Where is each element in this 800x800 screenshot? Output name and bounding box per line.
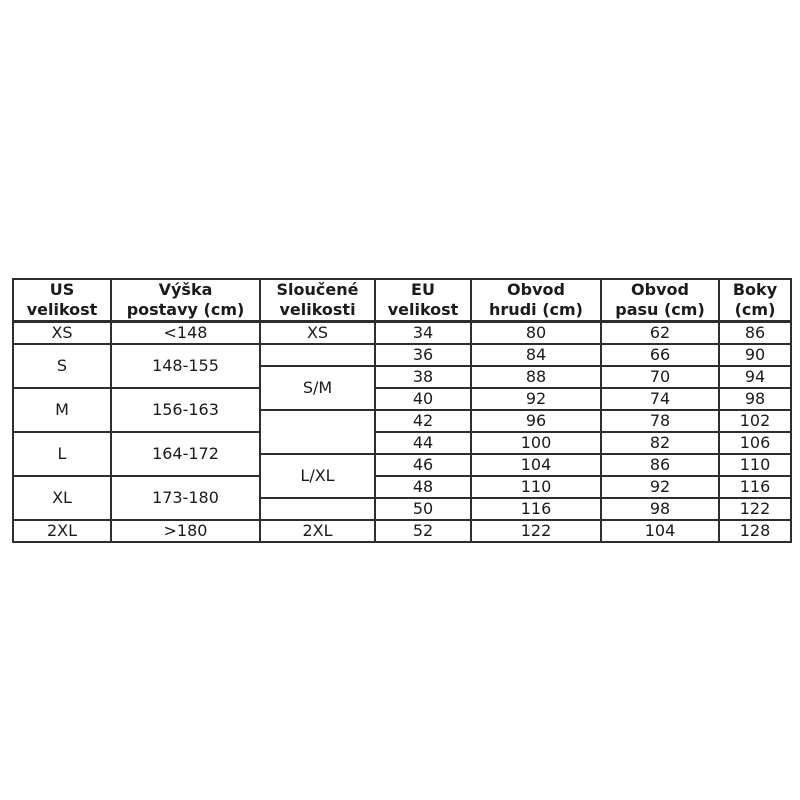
- table-cell-us-size: 2XL: [13, 520, 111, 542]
- table-cell-hips: 90: [719, 344, 791, 366]
- table-row: [13, 322, 791, 345]
- table-row: [13, 344, 791, 366]
- table-cell-waist: 70: [601, 366, 719, 388]
- table-cell-hips: 98: [719, 388, 791, 410]
- column-header-height: [111, 279, 260, 322]
- table-cell-hips: 106: [719, 432, 791, 454]
- column-header-merged-size: [260, 279, 375, 322]
- table-cell-waist: 82: [601, 432, 719, 454]
- column-header-waist: [601, 279, 719, 322]
- table-cell-chest: 88: [471, 366, 601, 388]
- height-header-line: postavy (cm): [126, 300, 245, 319]
- table-cell-hips: 122: [719, 498, 791, 520]
- merged-size-header-line: Sloučené: [276, 280, 359, 299]
- table-cell-chest: 92: [471, 388, 601, 410]
- table-cell-eu-size: 52: [375, 520, 471, 542]
- table-cell-eu-size: 34: [375, 322, 471, 345]
- column-header-eu-size: [375, 279, 471, 322]
- chest-header-line: hrudi (cm): [489, 300, 583, 319]
- table-body: [13, 322, 791, 543]
- table-cell-merged-size: 2XL: [260, 520, 375, 542]
- waist-header-line: pasu (cm): [615, 300, 705, 319]
- table-cell-eu-size: 50: [375, 498, 471, 520]
- height-header-line: Výška: [158, 280, 213, 299]
- table-row: [13, 432, 791, 454]
- us-size-header-line: velikost: [26, 300, 98, 319]
- us-size-header-line: US: [49, 280, 75, 299]
- table-cell-eu-size: 48: [375, 476, 471, 498]
- table-header-row: [13, 279, 791, 322]
- table-cell-waist: 104: [601, 520, 719, 542]
- table-cell-hips: 86: [719, 322, 791, 345]
- table-cell-chest: 116: [471, 498, 601, 520]
- table-cell-eu-size: 40: [375, 388, 471, 410]
- table-cell-merged-size: L/XL: [260, 454, 375, 498]
- table-cell-hips: 102: [719, 410, 791, 432]
- table-cell-us-size: S: [13, 344, 111, 388]
- waist-header-line: Obvod: [631, 280, 689, 299]
- table-cell-hips: 110: [719, 454, 791, 476]
- table-row: [13, 388, 791, 410]
- merged-size-header-line: velikosti: [279, 300, 356, 319]
- table-cell-merged-size: XS: [260, 322, 375, 345]
- table-cell-merged-size: [260, 344, 375, 366]
- table-cell-eu-size: 44: [375, 432, 471, 454]
- table-cell-chest: 100: [471, 432, 601, 454]
- table-row: [13, 520, 791, 542]
- table-cell-height: 156-163: [111, 388, 260, 432]
- table-cell-hips: 128: [719, 520, 791, 542]
- table-cell-eu-size: 38: [375, 366, 471, 388]
- table-cell-chest: 96: [471, 410, 601, 432]
- column-header-chest: [471, 279, 601, 322]
- table-cell-waist: 74: [601, 388, 719, 410]
- table-cell-merged-size: [260, 410, 375, 454]
- table-cell-waist: 78: [601, 410, 719, 432]
- table-cell-eu-size: 46: [375, 454, 471, 476]
- table-cell-height: <148: [111, 322, 260, 345]
- hips-header-line: (cm): [734, 300, 776, 319]
- table-cell-waist: 98: [601, 498, 719, 520]
- table-cell-height: 148-155: [111, 344, 260, 388]
- table-cell-height: 173-180: [111, 476, 260, 520]
- eu-size-header-line: EU: [411, 280, 435, 299]
- table-cell-merged-size: [260, 498, 375, 520]
- table-cell-chest: 80: [471, 322, 601, 345]
- table-cell-chest: 84: [471, 344, 601, 366]
- table-cell-waist: 66: [601, 344, 719, 366]
- table-cell-us-size: L: [13, 432, 111, 476]
- table-cell-height: 164-172: [111, 432, 260, 476]
- table-row: [13, 476, 791, 498]
- table-cell-chest: 122: [471, 520, 601, 542]
- table-cell-hips: 116: [719, 476, 791, 498]
- table-cell-chest: 104: [471, 454, 601, 476]
- table-cell-height: >180: [111, 520, 260, 542]
- table-cell-us-size: XS: [13, 322, 111, 345]
- table-cell-waist: 62: [601, 322, 719, 345]
- table-cell-us-size: XL: [13, 476, 111, 520]
- eu-size-header-line: velikost: [387, 300, 459, 319]
- table-header: [13, 279, 791, 322]
- column-header-us-size: [13, 279, 111, 322]
- table-cell-waist: 92: [601, 476, 719, 498]
- table-cell-hips: 94: [719, 366, 791, 388]
- table-cell-eu-size: 42: [375, 410, 471, 432]
- table-cell-waist: 86: [601, 454, 719, 476]
- table-cell-merged-size: S/M: [260, 366, 375, 410]
- table-cell-chest: 110: [471, 476, 601, 498]
- column-header-hips: [719, 279, 791, 322]
- hips-header-line: Boky: [732, 280, 778, 299]
- size-chart-table: [12, 278, 792, 543]
- chest-header-line: Obvod: [507, 280, 565, 299]
- table-cell-eu-size: 36: [375, 344, 471, 366]
- table-cell-us-size: M: [13, 388, 111, 432]
